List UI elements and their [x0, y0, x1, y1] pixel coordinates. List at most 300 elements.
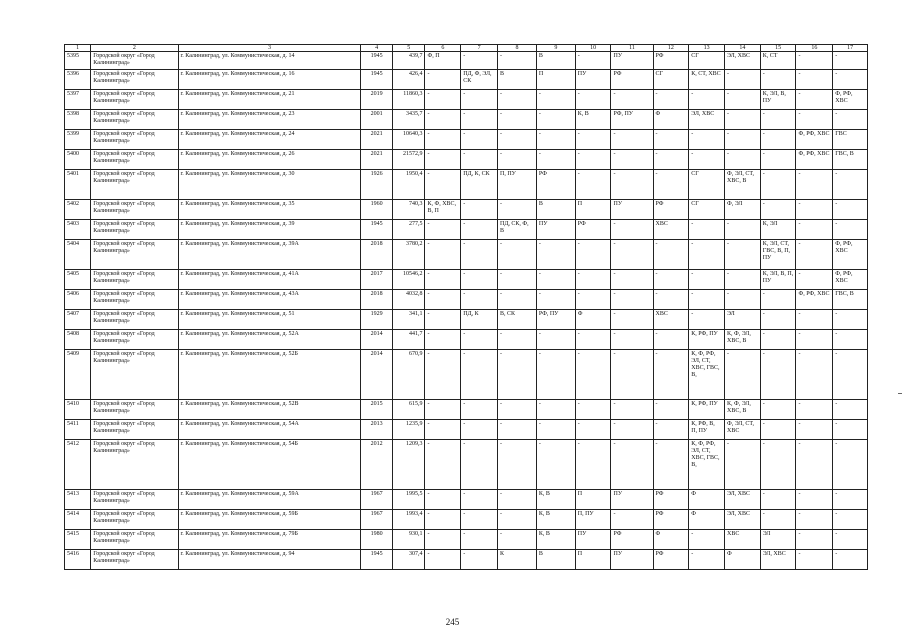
- table-cell: Ф: [575, 310, 611, 330]
- table-cell: Городской округ «Город Калининград»: [91, 90, 178, 110]
- table-cell: -: [498, 270, 537, 290]
- table-cell: 1945: [361, 70, 393, 90]
- table-cell: -: [653, 130, 689, 150]
- table-cell: -: [611, 440, 653, 490]
- table-cell: -: [425, 130, 461, 150]
- table-cell: П: [575, 200, 611, 220]
- table-cell: ГВС, В: [833, 290, 868, 310]
- column-number-cell: 2: [91, 45, 178, 52]
- table-cell: РФ, ПУ: [536, 310, 575, 330]
- table-cell: Городской округ «Город Калининград»: [91, 550, 178, 570]
- table-cell: -: [796, 170, 833, 200]
- table-cell: -: [461, 200, 498, 220]
- table-cell: 5412: [65, 440, 91, 490]
- table-cell: -: [833, 200, 868, 220]
- table-cell: -: [498, 490, 537, 510]
- table-row: [65, 400, 868, 420]
- table-cell: 2014: [361, 350, 393, 400]
- table-cell: -: [611, 310, 653, 330]
- table-cell: -: [498, 440, 537, 490]
- table-cell: -: [575, 400, 611, 420]
- table-cell: -: [461, 330, 498, 350]
- table-cell: -: [536, 350, 575, 400]
- table-cell: -: [611, 400, 653, 420]
- table-cell: -: [536, 130, 575, 150]
- table-cell: -: [653, 270, 689, 290]
- table-cell: Городской округ «Город Калининград»: [91, 490, 178, 510]
- table-cell: -: [498, 530, 537, 550]
- table-cell: -: [833, 440, 868, 490]
- table-cell: -: [796, 510, 833, 530]
- table-cell: -: [796, 350, 833, 400]
- table-cell: -: [833, 170, 868, 200]
- table-cell: -: [833, 550, 868, 570]
- table-cell: РФ: [653, 510, 689, 530]
- table-cell: Городской округ «Город Калининград»: [91, 530, 178, 550]
- table-cell: -: [724, 220, 760, 240]
- table-cell: ЭЛ, ХВС: [689, 110, 725, 130]
- table-cell: -: [425, 240, 461, 270]
- table-row: [65, 310, 868, 330]
- table-cell: 5395: [65, 52, 91, 70]
- table-cell: 277,5: [392, 220, 425, 240]
- table-cell: -: [724, 90, 760, 110]
- table-cell: ПУ: [536, 220, 575, 240]
- table-cell: К: [498, 550, 537, 570]
- table-cell: 1980: [361, 530, 393, 550]
- column-number-cell: 9: [536, 45, 575, 52]
- table-cell: -: [425, 400, 461, 420]
- table-row: [65, 70, 868, 90]
- table-cell: Городской округ «Город Калининград»: [91, 220, 178, 240]
- table-cell: 4032,8: [392, 290, 425, 310]
- table-cell: 5399: [65, 130, 91, 150]
- table-cell: -: [653, 150, 689, 170]
- table-row: [65, 90, 868, 110]
- margin-mark: [898, 393, 902, 394]
- table-cell: Ф, ЭЛ: [724, 200, 760, 220]
- table-cell: П: [575, 490, 611, 510]
- table-cell: ХВС: [653, 310, 689, 330]
- table-cell: -: [498, 150, 537, 170]
- table-cell: К, Ф, РФ, ЭЛ, СТ, ХВС, ГВС, В,: [689, 440, 725, 490]
- table-cell: г. Калининград, ул. Коммунистическая, д. 94: [178, 550, 361, 570]
- table-cell: -: [536, 440, 575, 490]
- table-cell: -: [796, 330, 833, 350]
- table-cell: г. Калининград, ул. Коммунистическая, д. 16: [178, 70, 361, 90]
- table-cell: -: [611, 290, 653, 310]
- table-cell: 5407: [65, 310, 91, 330]
- table-cell: Ф, ЭЛ, СТ, ХВС: [724, 420, 760, 440]
- column-number-cell: 6: [425, 45, 461, 52]
- table-cell: -: [536, 110, 575, 130]
- column-number-cell: 13: [689, 45, 725, 52]
- table-cell: -: [575, 150, 611, 170]
- table-row: [65, 530, 868, 550]
- table-cell: г. Калининград, ул. Коммунистическая, д. 21: [178, 90, 361, 110]
- table-cell: ГВС: [833, 130, 868, 150]
- table-cell: -: [498, 510, 537, 530]
- table-cell: Городской округ «Город Калининград»: [91, 310, 178, 330]
- table-cell: -: [833, 400, 868, 420]
- table-cell: СГ: [653, 70, 689, 90]
- table-cell: -: [461, 240, 498, 270]
- table-cell: Городской округ «Город Калининград»: [91, 130, 178, 150]
- table-row: [65, 490, 868, 510]
- table-cell: -: [760, 330, 796, 350]
- table-cell: -: [653, 400, 689, 420]
- table-cell: г. Калининград, ул. Коммунистическая, д. 52Б: [178, 350, 361, 400]
- table-cell: ПД, К: [461, 310, 498, 330]
- table-cell: -: [796, 110, 833, 130]
- table-cell: ПУ: [611, 490, 653, 510]
- table-cell: 5414: [65, 510, 91, 530]
- table-cell: -: [461, 270, 498, 290]
- table-cell: -: [425, 350, 461, 400]
- table-cell: -: [833, 70, 868, 90]
- table-cell: -: [536, 90, 575, 110]
- table-cell: -: [461, 510, 498, 530]
- table-cell: -: [425, 310, 461, 330]
- table-row: [65, 270, 868, 290]
- table-cell: -: [833, 510, 868, 530]
- table-cell: -: [461, 52, 498, 70]
- table-cell: -: [611, 130, 653, 150]
- table-cell: г. Калининград, ул. Коммунистическая, д. 54Б: [178, 440, 361, 490]
- table-cell: -: [536, 290, 575, 310]
- table-cell: -: [611, 240, 653, 270]
- table-cell: 5404: [65, 240, 91, 270]
- table-cell: Ф: [724, 550, 760, 570]
- table-cell: -: [760, 310, 796, 330]
- table-cell: -: [833, 110, 868, 130]
- table-cell: ПУ: [611, 550, 653, 570]
- table-cell: 1945: [361, 550, 393, 570]
- table-cell: ПД, Ф, ЭЛ, СК: [461, 70, 498, 90]
- table-cell: -: [536, 150, 575, 170]
- table-cell: 5398: [65, 110, 91, 130]
- table-cell: г. Калининград, ул. Коммунистическая, д. 30: [178, 170, 361, 200]
- table-cell: -: [611, 170, 653, 200]
- table-cell: -: [760, 150, 796, 170]
- table-cell: -: [498, 400, 537, 420]
- table-cell: -: [425, 550, 461, 570]
- table-cell: -: [833, 350, 868, 400]
- table-cell: -: [575, 240, 611, 270]
- table-cell: -: [575, 130, 611, 150]
- table-cell: П: [536, 70, 575, 90]
- table-cell: 10546,2: [392, 270, 425, 290]
- table-cell: 1993,4: [392, 510, 425, 530]
- table-cell: ПУ: [611, 52, 653, 70]
- table-cell: Городской округ «Город Калининград»: [91, 240, 178, 270]
- table-cell: Городской округ «Город Калининград»: [91, 350, 178, 400]
- table-cell: -: [796, 240, 833, 270]
- table-cell: -: [760, 350, 796, 400]
- table-cell: 2015: [361, 400, 393, 420]
- table-cell: 341,1: [392, 310, 425, 330]
- table-cell: -: [461, 130, 498, 150]
- column-number-cell: 5: [392, 45, 425, 52]
- table-cell: 5400: [65, 150, 91, 170]
- table-cell: -: [461, 530, 498, 550]
- table-cell: ПД, СК, Ф, В: [498, 220, 537, 240]
- table-cell: 5409: [65, 350, 91, 400]
- table-cell: 5410: [65, 400, 91, 420]
- table-cell: 615,9: [392, 400, 425, 420]
- table-cell: ХВС: [724, 530, 760, 550]
- table-cell: -: [611, 350, 653, 400]
- table-cell: г. Калининград, ул. Коммунистическая, д. 43А: [178, 290, 361, 310]
- table-cell: -: [498, 240, 537, 270]
- table-cell: г. Калининград, ул. Коммунистическая, д. 79Б: [178, 530, 361, 550]
- table-cell: г. Калининград, ул. Коммунистическая, д. 23: [178, 110, 361, 130]
- table-cell: 1929: [361, 310, 393, 330]
- table-cell: -: [689, 550, 725, 570]
- table-cell: Ф: [653, 530, 689, 550]
- table-cell: г. Калининград, ул. Коммунистическая, д. 59А: [178, 490, 361, 510]
- table-cell: -: [796, 220, 833, 240]
- table-cell: Городской округ «Город Калининград»: [91, 420, 178, 440]
- table-cell: -: [689, 290, 725, 310]
- table-cell: -: [461, 490, 498, 510]
- table-cell: РФ: [653, 490, 689, 510]
- table-cell: 5403: [65, 220, 91, 240]
- table-cell: 930,1: [392, 530, 425, 550]
- table-cell: Городской округ «Город Калининград»: [91, 110, 178, 130]
- table-row: [65, 130, 868, 150]
- table-cell: -: [689, 130, 725, 150]
- table-cell: -: [498, 52, 537, 70]
- table-cell: 11860,3: [392, 90, 425, 110]
- table-cell: К, В: [536, 510, 575, 530]
- table-cell: -: [425, 530, 461, 550]
- table-cell: СГ: [689, 52, 725, 70]
- table-cell: 2001: [361, 110, 393, 130]
- table-row: [65, 330, 868, 350]
- table-cell: РФ: [536, 170, 575, 200]
- table-cell: -: [425, 270, 461, 290]
- table-cell: -: [461, 90, 498, 110]
- table-cell: 441,7: [392, 330, 425, 350]
- table-cell: В: [536, 52, 575, 70]
- table-cell: В, СК: [498, 310, 537, 330]
- table-cell: -: [425, 110, 461, 130]
- table-cell: 2021: [361, 150, 393, 170]
- table-cell: -: [611, 220, 653, 240]
- table-cell: -: [689, 240, 725, 270]
- table-cell: ЭЛ: [760, 530, 796, 550]
- table-cell: -: [461, 110, 498, 130]
- table-cell: Ф, ЭЛ, СТ, ХВС, В: [724, 170, 760, 200]
- table-cell: Городской округ «Город Калининград»: [91, 330, 178, 350]
- table-cell: -: [689, 220, 725, 240]
- table-cell: -: [760, 440, 796, 490]
- table-cell: 5408: [65, 330, 91, 350]
- table-cell: 1209,3: [392, 440, 425, 490]
- column-number-cell: 17: [833, 45, 868, 52]
- table-cell: К, РФ, ПУ: [689, 330, 725, 350]
- table-cell: г. Калининград, ул. Коммунистическая, д. 39: [178, 220, 361, 240]
- table-row: [65, 440, 868, 490]
- table-row: [65, 350, 868, 400]
- table-cell: Ф, РФ, ХВС: [796, 150, 833, 170]
- table-cell: ПУ: [611, 200, 653, 220]
- table-cell: -: [536, 270, 575, 290]
- table-cell: -: [611, 420, 653, 440]
- table-cell: РФ: [611, 530, 653, 550]
- table-cell: -: [833, 330, 868, 350]
- table-cell: 2018: [361, 290, 393, 310]
- table-cell: К, В: [536, 490, 575, 510]
- table-cell: К, СТ, ХВС: [689, 70, 725, 90]
- table-cell: 1945: [361, 220, 393, 240]
- table-cell: 5413: [65, 490, 91, 510]
- table-cell: -: [760, 400, 796, 420]
- column-number-cell: 7: [461, 45, 498, 52]
- table-cell: -: [760, 510, 796, 530]
- table-cell: -: [425, 70, 461, 90]
- table-cell: СГ: [689, 170, 725, 200]
- column-number-cell: 4: [361, 45, 393, 52]
- table-cell: 1967: [361, 510, 393, 530]
- table-cell: -: [575, 52, 611, 70]
- table-cell: ЭЛ, ХВС: [760, 550, 796, 570]
- table-cell: -: [689, 530, 725, 550]
- table-cell: 2021: [361, 130, 393, 150]
- table-cell: 5406: [65, 290, 91, 310]
- table-row: [65, 220, 868, 240]
- table-cell: -: [724, 290, 760, 310]
- table-cell: -: [461, 290, 498, 310]
- table-cell: -: [689, 150, 725, 170]
- table-cell: -: [653, 420, 689, 440]
- table-cell: Ф, РФ, ХВС: [833, 240, 868, 270]
- table-cell: 5401: [65, 170, 91, 200]
- table-cell: -: [575, 420, 611, 440]
- table-cell: 10640,3: [392, 130, 425, 150]
- table-cell: -: [724, 350, 760, 400]
- table-cell: -: [796, 310, 833, 330]
- table-cell: РФ, ПУ: [611, 110, 653, 130]
- table-cell: ПД, К, СК: [461, 170, 498, 200]
- table-cell: 21572,9: [392, 150, 425, 170]
- table-cell: -: [796, 400, 833, 420]
- table-cell: -: [833, 52, 868, 70]
- table-cell: -: [575, 350, 611, 400]
- table-cell: 1960: [361, 200, 393, 220]
- column-number-cell: 3: [178, 45, 361, 52]
- table-cell: г. Калининград, ул. Коммунистическая, д. 24: [178, 130, 361, 150]
- table-cell: -: [425, 90, 461, 110]
- table-row: [65, 52, 868, 70]
- table-cell: -: [760, 70, 796, 90]
- table-cell: -: [611, 150, 653, 170]
- table-cell: -: [461, 220, 498, 240]
- column-number-row: [65, 45, 868, 52]
- table-cell: -: [724, 440, 760, 490]
- table-cell: -: [833, 490, 868, 510]
- table-cell: -: [498, 90, 537, 110]
- table-cell: -: [724, 110, 760, 130]
- table-cell: -: [760, 110, 796, 130]
- table-cell: -: [760, 290, 796, 310]
- table-cell: РФ: [653, 550, 689, 570]
- table-cell: -: [653, 330, 689, 350]
- table-cell: П, ПУ: [498, 170, 537, 200]
- table-cell: -: [796, 270, 833, 290]
- table-cell: г. Калининград, ул. Коммунистическая, д. 52А: [178, 330, 361, 350]
- table-cell: К, ЭЛ: [760, 220, 796, 240]
- page-number: 245: [445, 617, 460, 627]
- table-cell: -: [653, 350, 689, 400]
- table-cell: Городской округ «Город Калининград»: [91, 440, 178, 490]
- table-cell: -: [653, 290, 689, 310]
- table-cell: -: [611, 510, 653, 530]
- table-cell: РФ: [653, 200, 689, 220]
- table-cell: -: [796, 70, 833, 90]
- table-cell: -: [425, 510, 461, 530]
- table-cell: -: [653, 170, 689, 200]
- table-cell: Городской округ «Город Калининград»: [91, 52, 178, 70]
- table-cell: г. Калининград, ул. Коммунистическая, д. 54А: [178, 420, 361, 440]
- table-cell: -: [833, 310, 868, 330]
- table-cell: Городской округ «Город Калининград»: [91, 150, 178, 170]
- table-cell: Ф, РФ, ХВС: [796, 130, 833, 150]
- table-cell: -: [796, 550, 833, 570]
- table-row: [65, 150, 868, 170]
- table-cell: 5416: [65, 550, 91, 570]
- table-cell: -: [760, 420, 796, 440]
- table-cell: Ф: [689, 490, 725, 510]
- table-cell: -: [689, 270, 725, 290]
- table-cell: -: [575, 170, 611, 200]
- table-cell: -: [724, 70, 760, 90]
- table-cell: ПУ: [575, 530, 611, 550]
- table-cell: -: [536, 400, 575, 420]
- table-row: [65, 510, 868, 530]
- table-cell: 5405: [65, 270, 91, 290]
- table-cell: РФ: [575, 220, 611, 240]
- table-cell: Ф: [689, 510, 725, 530]
- table-cell: -: [425, 420, 461, 440]
- table-cell: 740,3: [392, 200, 425, 220]
- table-cell: -: [425, 440, 461, 490]
- table-cell: -: [796, 90, 833, 110]
- table-cell: 307,4: [392, 550, 425, 570]
- table-cell: г. Калининград, ул. Коммунистическая, д. 39А: [178, 240, 361, 270]
- table-cell: г. Калининград, ул. Коммунистическая, д. 26: [178, 150, 361, 170]
- table-cell: г. Калининград, ул. Коммунистическая, д. 35: [178, 200, 361, 220]
- table-cell: Городской округ «Город Калининград»: [91, 200, 178, 220]
- table-cell: 3435,7: [392, 110, 425, 130]
- table-cell: ПУ: [575, 70, 611, 90]
- table-cell: -: [760, 130, 796, 150]
- table-cell: -: [498, 350, 537, 400]
- table-cell: 2018: [361, 240, 393, 270]
- table-cell: -: [653, 240, 689, 270]
- table-cell: Городской округ «Город Калининград»: [91, 70, 178, 90]
- table-cell: -: [724, 270, 760, 290]
- table-cell: -: [611, 270, 653, 290]
- table-cell: -: [425, 170, 461, 200]
- table-cell: Городской округ «Город Калининград»: [91, 270, 178, 290]
- table-cell: -: [724, 240, 760, 270]
- table-cell: 2014: [361, 330, 393, 350]
- table-cell: -: [833, 530, 868, 550]
- table-cell: -: [536, 420, 575, 440]
- table-cell: г. Калининград, ул. Коммунистическая, д. 41А: [178, 270, 361, 290]
